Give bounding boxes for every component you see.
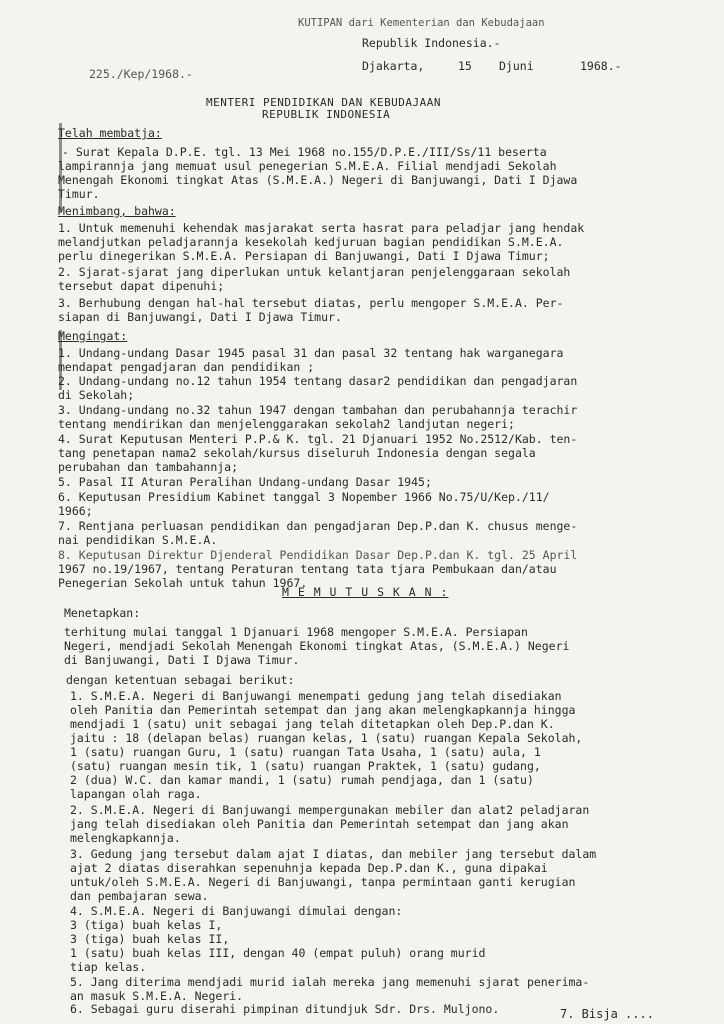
text-line: mendapat pengadjaran dan pendidikan ; — [58, 360, 315, 374]
text-line: di Banjuwangi, Dati I Djawa Timur. — [64, 653, 300, 667]
text-line: melandjutkan peladjarannja kesekolah kedjuruan bagian pendidikan S.M.E.A. — [58, 235, 564, 249]
text-line: an masuk S.M.E.A. Negeri. — [70, 989, 244, 1003]
text-line: 1 (satu) ruangan Guru, 1 (satu) ruangan Tata Usaha, 1 (satu) aula, 1 — [70, 745, 541, 759]
text-line: 1. Undang-undang Dasar 1945 pasal 31 dan pasal 32 tentang hak warganegara — [58, 346, 564, 360]
text-line: tentang mendirikan dan menjelenggarakan sekolah2 landjutan negeri; — [58, 417, 515, 431]
text-line: lampirannja jang memuat usul penegerian S.M.E.A. Filial mendjadi Sekolah — [58, 159, 557, 173]
section-label-menimbang: Menimbang, bahwa: — [58, 204, 176, 218]
continuation-marker: 7. Bisja .... — [560, 1007, 654, 1021]
section-label-ketentuan: dengan ketentuan sebagai berikut: — [66, 673, 295, 687]
section-label-telah-membatja: Telah membatja: — [58, 126, 162, 140]
header-line-2: Republik Indonesia.- — [362, 36, 501, 50]
memutuskan-heading: M E M U T U S K A N : — [282, 585, 449, 599]
text-line: 1. Untuk memenuhi kehendak masjarakat serta hasrat para peladjar jang hendak — [58, 221, 585, 235]
text-line: (satu) ruangan mesin tik, 1 (satu) ruangan Praktek, 1 (satu) gudang, — [70, 759, 541, 773]
text-line: 4. S.M.E.A. Negeri di Banjuwangi dimulai dengan: — [70, 904, 403, 918]
text-line: lapangan olah raga. — [70, 787, 202, 801]
text-line: 3. Gedung jang tersebut dalam ajat I diatas, dan mebiler jang tersebut dalam — [70, 847, 597, 861]
text-line: tersebut dapat dipenuhi; — [58, 279, 225, 293]
text-line: - Surat Kepala D.P.E. tgl. 13 Mei 1968 no.155/D.P.E./III/Ss/11 beserta — [62, 145, 547, 159]
header-line-1: KUTIPAN dari Kementerian dan Kebudajaan — [298, 17, 545, 29]
text-line: 3. Berhubung dengan hal-hal tersebut diatas, perlu mengoper S.M.E.A. Per- — [58, 296, 564, 310]
text-line: 1. S.M.E.A. Negeri di Banjuwangi menempati gedung jang telah disediakan — [70, 689, 562, 703]
title-line-2: REPUBLIK INDONESIA — [262, 108, 391, 121]
text-line: jang telah disediakan oleh Panitia dan Pemerintah setempat dan jang akan — [70, 817, 569, 831]
text-line: nai pendidikan S.M.E.A. — [58, 533, 218, 547]
text-line: dan pembajaran sewa. — [70, 889, 209, 903]
text-line: perubahan dan tambahannja; — [58, 460, 239, 474]
text-line: melengkapkannja. — [70, 831, 181, 845]
text-line: oleh Panitia dan Pemerintah setempat dan jang akan melengkapkannja hingga — [70, 703, 576, 717]
decree-number: 225./Kep/1968.- — [89, 67, 193, 81]
text-line: 7. Rentjana perluasan pendidikan dan pengadjaran Dep.P.dan K. chusus menge- — [58, 519, 578, 533]
text-line: 2. Undang-undang no.12 tahun 1954 tentang dasar2 pendidikan dan pengadjaran — [58, 374, 578, 388]
text-line: 3 (tiga) buah kelas II, — [70, 932, 230, 946]
text-line: Menengah Ekonomi tingkat Atas (S.M.E.A.) Negeri di Banjuwangi, Dati I Djawa — [58, 173, 578, 187]
text-line: 2. Sjarat-sjarat jang diperlukan untuk kelantjaran penjelenggaraan sekolah — [58, 265, 571, 279]
text-line: Timur. — [58, 187, 100, 201]
text-line: mendjadi 1 (satu) unit sebagai jang telah ditetapkan oleh Dep.P.dan K. — [70, 717, 555, 731]
section-label-mengingat: Mengingat: — [58, 329, 128, 343]
date-month: Djuni — [499, 59, 534, 73]
text-line: 3 (tiga) buah kelas I, — [70, 918, 223, 932]
text-line: 3. Undang-undang no.32 tahun 1947 dengan tambahan dan perubahannja terachir — [58, 403, 578, 417]
date-day: 15 — [458, 59, 472, 73]
text-line: 8. Keputusan Direktur Djenderal Pendidikan Dasar Dep.P.dan K. tgl. 25 April — [58, 548, 578, 562]
text-line: 6. Sebagai guru diserahi pimpinan ditundjuk Sdr. Drs. Muljono. — [70, 1002, 500, 1016]
text-line: 2 (dua) W.C. dan kamar mandi, 1 (satu) rumah pendjaga, dan 1 (satu) — [70, 773, 534, 787]
text-line: 2. S.M.E.A. Negeri di Banjuwangi mempergunakan mebiler dan alat2 peladjaran — [70, 803, 590, 817]
text-line: 4. Surat Keputusan Menteri P.P.& K. tgl. 21 Djanuari 1952 No.2512/Kab. ten- — [58, 432, 578, 446]
date-year: 1968.- — [580, 59, 622, 73]
text-line: perlu dinegerikan S.M.E.A. Persiapan di Banjuwangi, Dati I Djawa Timur; — [58, 249, 550, 263]
text-line: siapan di Banjuwangi, Dati I Djawa Timur. — [58, 310, 342, 324]
text-line: terhitung mulai tanggal 1 Djanuari 1968 mengoper S.M.E.A. Persiapan — [64, 625, 528, 639]
text-line: 6. Keputusan Presidium Kabinet tanggal 3 Nopember 1966 No.75/U/Kep./11/ — [58, 490, 550, 504]
title-line-1: MENTERI PENDIDIKAN DAN KEBUDAJAAN — [206, 96, 442, 109]
place: Djakarta, — [362, 59, 425, 73]
text-line: Negeri, mendjadi Sekolah Menengah Ekonomi tingkat Atas, (S.M.E.A.) Negeri — [64, 639, 570, 653]
text-line: ajat 2 diatas diserahkan sepenuhnja kepada Dep.P.dan K., guna dipakai — [70, 861, 548, 875]
text-line: 1967 no.19/1967, tentang Peraturan tentang tata tjara Pembukaan dan/atau — [58, 562, 557, 576]
text-line: tiap kelas. — [70, 960, 147, 974]
text-line: 1966; — [58, 504, 93, 518]
text-line: jaitu : 18 (delapan belas) ruangan kelas, 1 (satu) ruangan Kepala Sekolah, — [70, 731, 583, 745]
text-line: untuk/oleh S.M.E.A. Negeri di Banjuwangi, tanpa permintaan ganti kerugian — [70, 875, 576, 889]
text-line: Penegerian Sekolah untuk tahun 1967. — [58, 576, 308, 590]
text-line: 5. Jang diterima mendjadi murid ialah mereka jang memenuhi sjarat penerima- — [70, 975, 590, 989]
text-line: di Sekolah; — [58, 388, 135, 402]
section-label-menetapkan: Menetapkan: — [64, 606, 141, 620]
text-line: tang penetapan nama2 sekolah/kursus diseluruh Indonesia dengan segala — [58, 446, 536, 460]
text-line: 1 (satu) buah kelas III, dengan 40 (empat puluh) orang murid — [70, 946, 486, 960]
text-line: 5. Pasal II Aturan Peralihan Undang-undang Dasar 1945; — [58, 475, 432, 489]
